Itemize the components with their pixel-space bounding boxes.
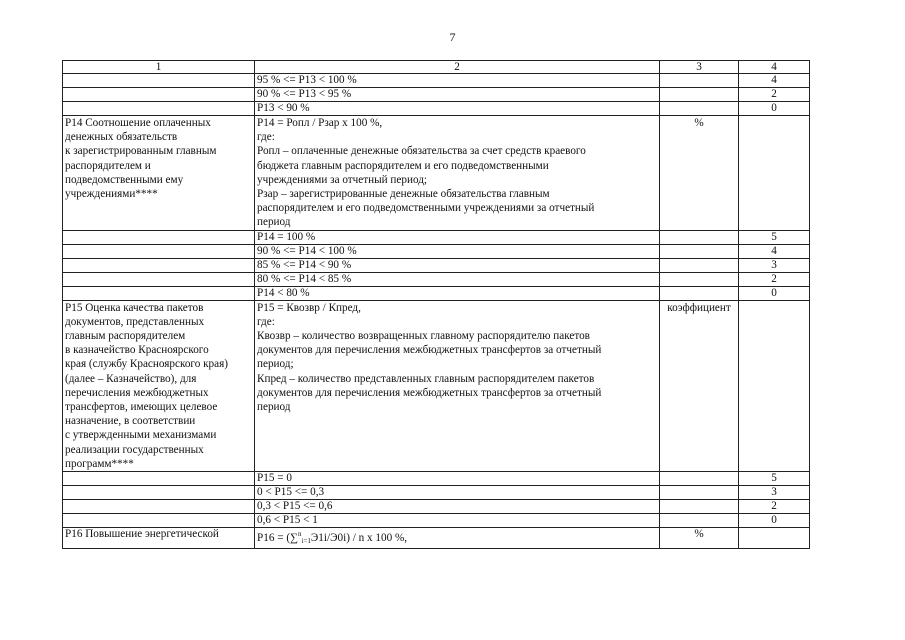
indicator-cell bbox=[63, 88, 255, 102]
unit-cell bbox=[660, 74, 739, 88]
formula-p16-prefix: Р16 = (∑ bbox=[257, 532, 299, 545]
table-row bbox=[63, 102, 810, 116]
unit-cell bbox=[660, 102, 739, 116]
score-p14 bbox=[739, 116, 810, 231]
score-cell: 2 bbox=[739, 500, 810, 514]
indicator-cell bbox=[63, 286, 255, 300]
score-p16 bbox=[739, 528, 810, 549]
condition-cell: Р15 = 0 bbox=[255, 472, 660, 486]
table-row bbox=[63, 500, 810, 514]
score-cell: 2 bbox=[739, 88, 810, 102]
condition-cell: 0,6 < Р15 < 1 bbox=[255, 514, 660, 528]
table-row bbox=[63, 244, 810, 258]
unit-cell bbox=[660, 272, 739, 286]
indicator-row-p15 bbox=[63, 300, 810, 471]
indicator-cell bbox=[63, 258, 255, 272]
condition-cell: 90 % <= Р14 < 100 % bbox=[255, 244, 660, 258]
condition-cell: 80 % <= Р14 < 85 % bbox=[255, 272, 660, 286]
score-cell: 4 bbox=[739, 244, 810, 258]
unit-cell bbox=[660, 486, 739, 500]
condition-cell: 85 % <= Р14 < 90 % bbox=[255, 258, 660, 272]
table-row bbox=[63, 272, 810, 286]
unit-cell bbox=[660, 514, 739, 528]
indicator-row-p14 bbox=[63, 116, 810, 231]
formula-p15: Р15 = Квозвр / Кпред, где: Квозвр – количество возвращенных главному распорядителю пакетов документов для перечисления межбюджетных трансфертов за отчетный период; Кпред – количество представленных главным распорядителем пакетов документов для перечисления межбюджетных трансфертов за отчетный период bbox=[255, 300, 660, 471]
page-number: 7 bbox=[449, 30, 456, 44]
header-col-3: 3 bbox=[660, 61, 739, 74]
formula-p16-sub: i=1 bbox=[301, 537, 311, 546]
unit-p15: коэффициент bbox=[660, 300, 739, 471]
unit-cell bbox=[660, 230, 739, 244]
indicator-cell bbox=[63, 272, 255, 286]
table-row bbox=[63, 486, 810, 500]
score-cell: 3 bbox=[739, 486, 810, 500]
score-cell: 5 bbox=[739, 230, 810, 244]
unit-cell bbox=[660, 286, 739, 300]
condition-cell: 0,3 < Р15 <= 0,6 bbox=[255, 500, 660, 514]
score-cell: 0 bbox=[739, 514, 810, 528]
indicators-table bbox=[62, 60, 810, 549]
table-row bbox=[63, 286, 810, 300]
header-col-2: 2 bbox=[255, 61, 660, 74]
indicator-cell bbox=[63, 486, 255, 500]
indicator-cell bbox=[63, 230, 255, 244]
indicator-cell bbox=[63, 74, 255, 88]
indicator-cell bbox=[63, 514, 255, 528]
table-row bbox=[63, 514, 810, 528]
header-col-4: 4 bbox=[739, 61, 810, 74]
header-col-1: 1 bbox=[63, 61, 255, 74]
table-row bbox=[63, 258, 810, 272]
indicator-name-p16: Р16 Повышение энергетической bbox=[63, 528, 255, 549]
condition-cell: Р13 < 90 % bbox=[255, 102, 660, 116]
table-row bbox=[63, 88, 810, 102]
indicator-row-p16 bbox=[63, 528, 810, 549]
condition-cell: 95 % <= Р13 < 100 % bbox=[255, 74, 660, 88]
score-cell: 5 bbox=[739, 472, 810, 486]
formula-p16 bbox=[255, 528, 660, 549]
score-cell: 3 bbox=[739, 258, 810, 272]
indicator-name-p14: Р14 Соотношение оплаченных денежных обязательств к зарегистрированным главным распорядителем и подведомственными ему учреждениями**** bbox=[63, 116, 255, 231]
table-header-row bbox=[63, 61, 810, 74]
indicator-cell bbox=[63, 102, 255, 116]
unit-cell bbox=[660, 500, 739, 514]
indicator-cell bbox=[63, 472, 255, 486]
table-row bbox=[63, 230, 810, 244]
score-p15 bbox=[739, 300, 810, 471]
indicator-cell bbox=[63, 244, 255, 258]
score-cell: 2 bbox=[739, 272, 810, 286]
unit-cell bbox=[660, 88, 739, 102]
condition-cell: 0 < Р15 <= 0,3 bbox=[255, 486, 660, 500]
unit-cell bbox=[660, 258, 739, 272]
unit-p14: % bbox=[660, 116, 739, 231]
formula-p14: Р14 = Ропл / Рзар х 100 %, где: Ропл – оплаченные денежные обязательства за счет средств краевого бюджета главным распорядителем и его подведомственными учреждениями за отчетный период; Рзар – зарегистрированные денежные обязательства главным распорядителем и его подведомственными учреждениями за отчетный период bbox=[255, 116, 660, 231]
formula-p16-sup: n bbox=[298, 530, 302, 539]
table-row bbox=[63, 472, 810, 486]
score-cell: 4 bbox=[739, 74, 810, 88]
condition-cell: Р14 < 80 % bbox=[255, 286, 660, 300]
condition-cell: Р14 = 100 % bbox=[255, 230, 660, 244]
unit-cell bbox=[660, 244, 739, 258]
unit-p16: % bbox=[660, 528, 739, 549]
indicator-cell bbox=[63, 500, 255, 514]
table-row bbox=[63, 74, 810, 88]
score-cell: 0 bbox=[739, 102, 810, 116]
condition-cell: 90 % <= Р13 < 95 % bbox=[255, 88, 660, 102]
unit-cell bbox=[660, 472, 739, 486]
formula-p16-suffix: Э1i/Э0i) / n х 100 %, bbox=[310, 532, 408, 545]
score-cell: 0 bbox=[739, 286, 810, 300]
indicator-name-p15: Р15 Оценка качества пакетов документов, представленных главным распорядителем в казначейство Красноярского края (службу Красноярского края) (далее – Казначейство), для перечисления межбюджетных трансфертов, имеющих целевое назначение, в соответствии с утвержденными механизмами реализации государственных программ**** bbox=[63, 300, 255, 471]
